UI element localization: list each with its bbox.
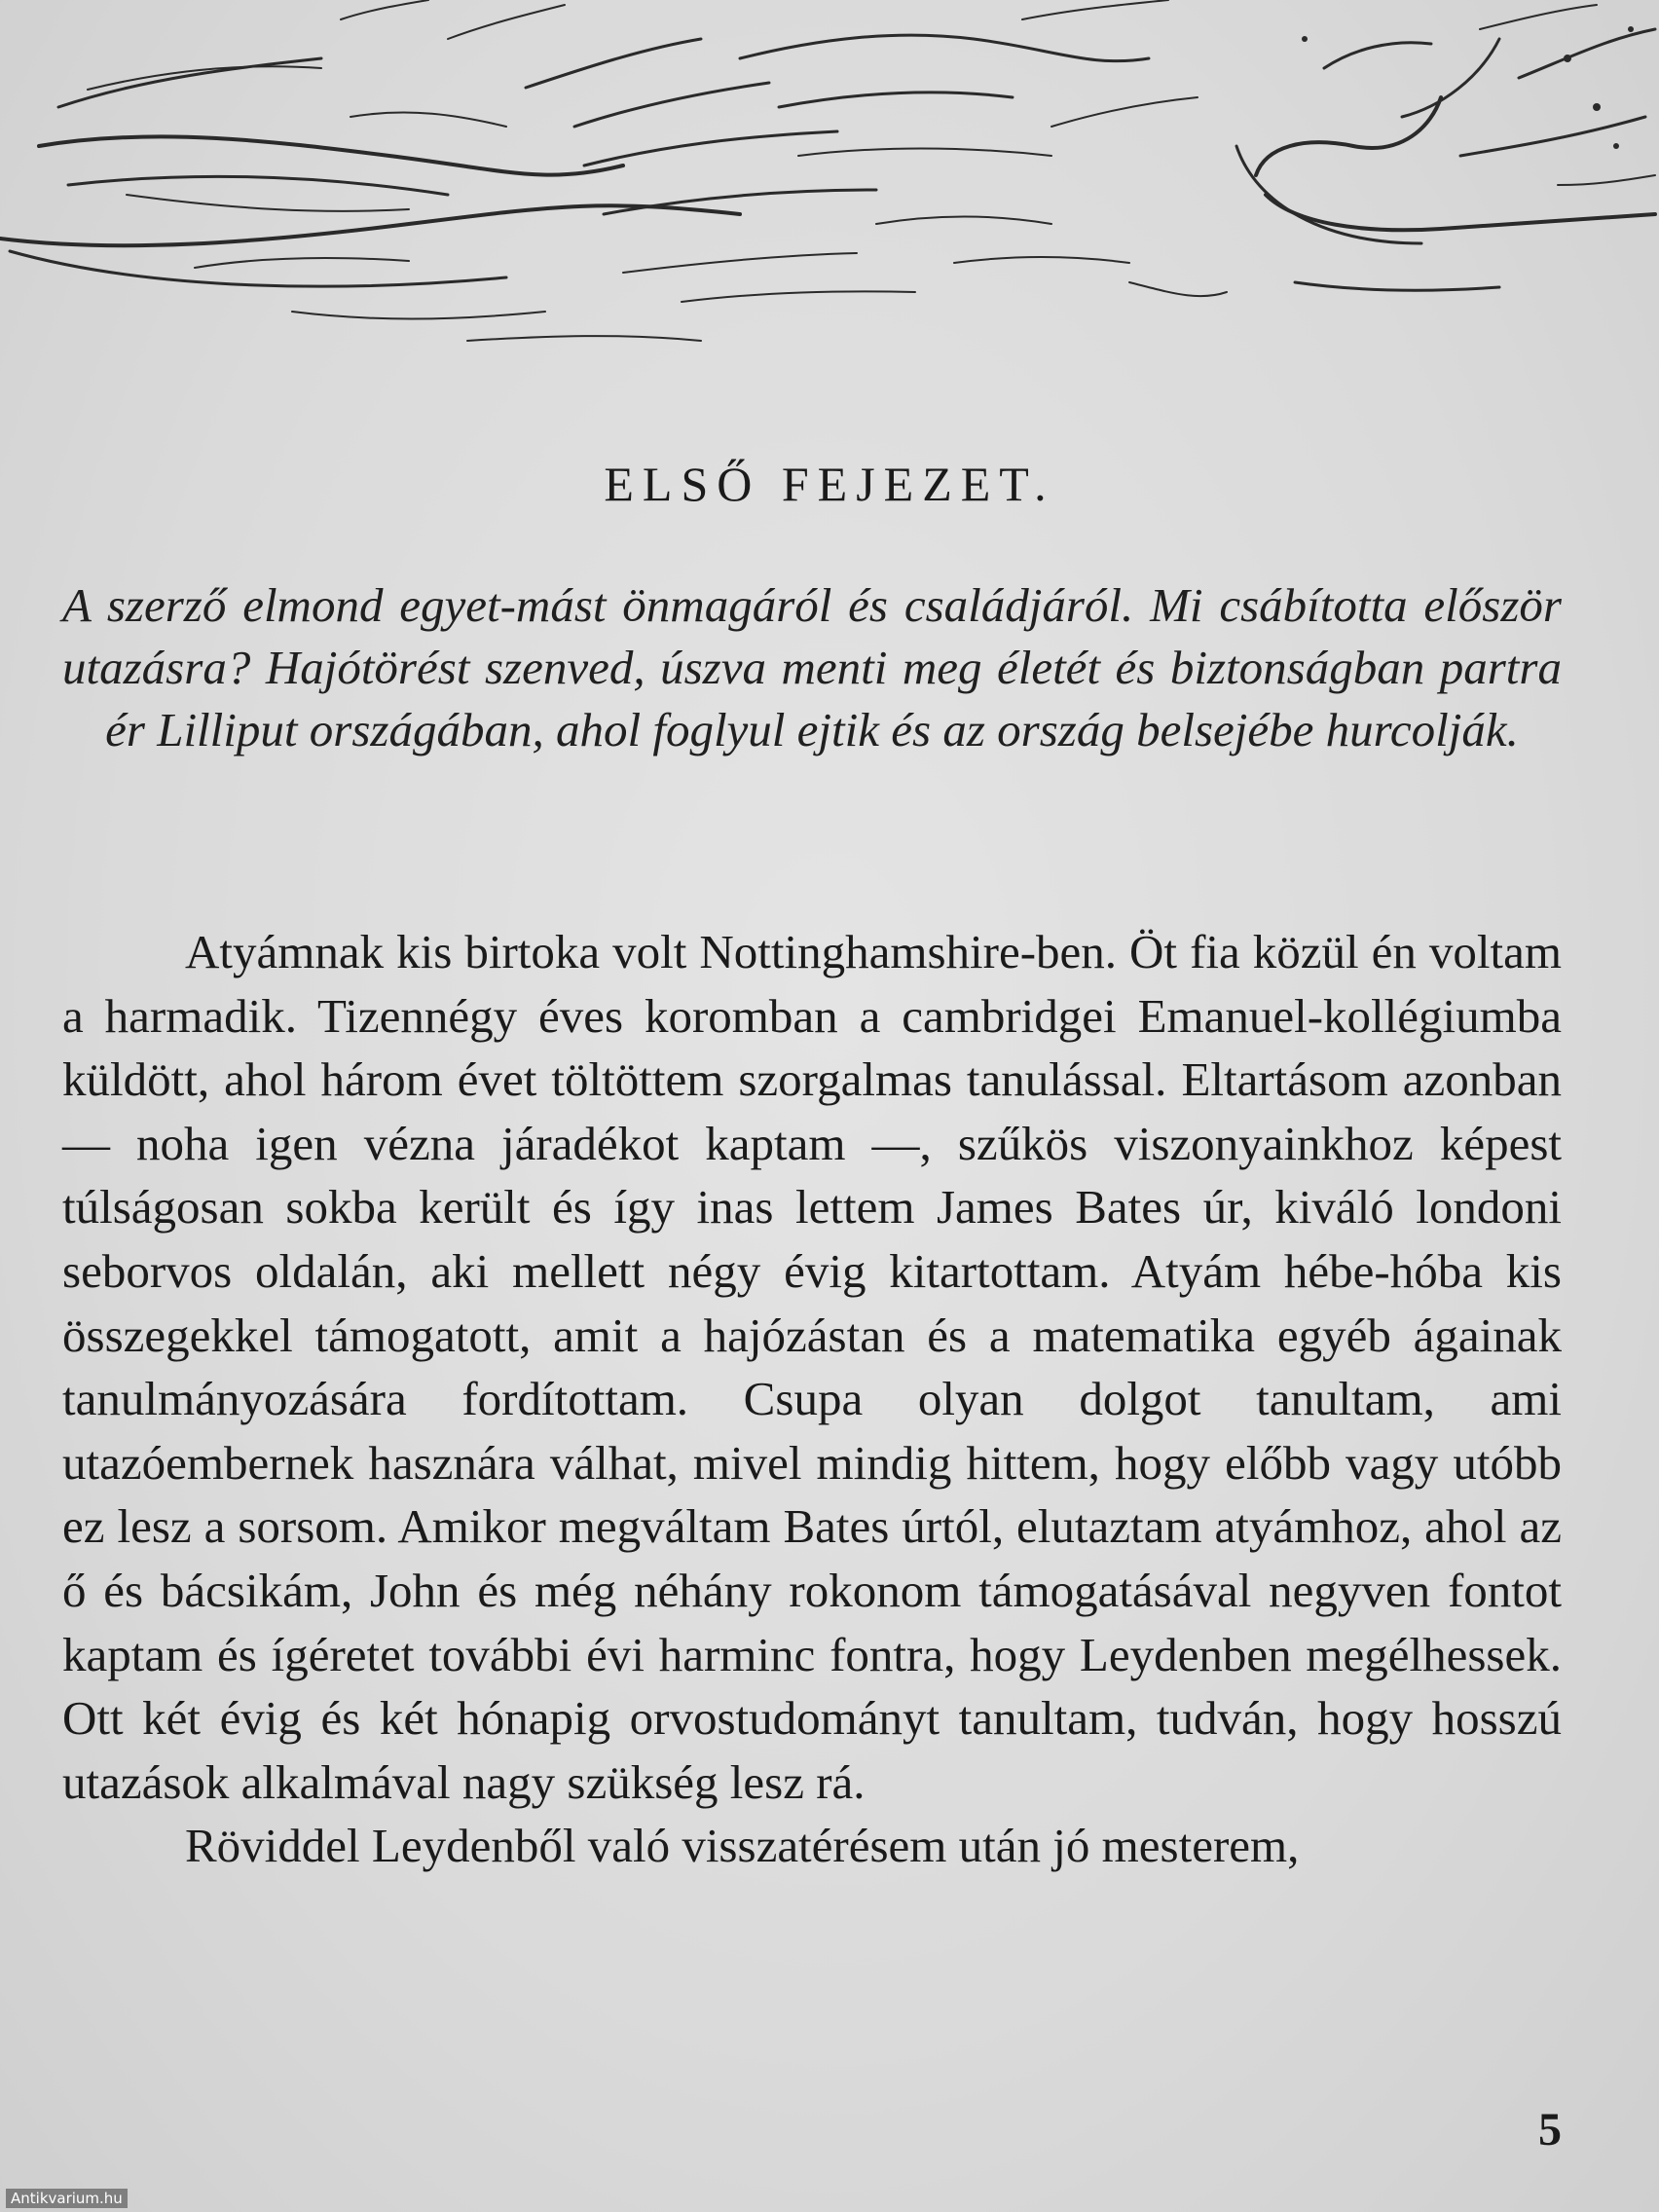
wave-ornament-illustration: [0, 0, 1659, 370]
chapter-title: ELSŐ FEJEZET.: [604, 457, 1055, 511]
paragraph: Atyámnak kis birtoka volt Nottinghamshire-ben. Öt fia közül én voltam a harmadik. Tizennégy éves koromban a cambridgei Emanuel-kollégiumba küldött, ahol három évet töltöttem szorgalmas tanulással. Eltartásom azonban — noha igen vézna járadékot kaptam —, szűkös viszonyainkhoz képest túlságosan sokba került és így inas lettem James Bates úr, kiváló londoni seborvos oldalán, aki mellett négy évig kitartottam. Atyám hébe-hóba kis összegekkel támogatott, amit a hajózástan és a matematika egyéb ágainak tanulmányozására fordítottam. Csupa olyan dolgot tanultam, ami utazóembernek hasznára válhat, mivel mindig hittem, hogy előbb vagy utóbb ez lesz a sorsom. Amikor megváltam Bates úrtól, elutaztam atyámhoz, ahol az ő és bácsikám, John és még néhány rokonom támogatásával negyven fontot kaptam és ígéretet további évi harminc fontra, hogy Leydenben megélhessek. Ott két évig és két hónapig orvostudományt tanultam, tudván, hogy hosszú utazások alkalmával nagy szükség lesz rá.: [62, 925, 1562, 1809]
paragraph: Röviddel Leydenből való visszatérésem után jó mesterem,: [185, 1819, 1300, 1873]
watermark-label: Antikvarium.hu: [6, 2189, 128, 2208]
body-text: [62, 920, 1562, 1878]
page-number: 5: [1538, 2104, 1562, 2156]
chapter-summary: A szerző elmond egyet-mást önmagáról és családjáról. Mi csábította először utazásra? Hajótörést szenved, úszva menti meg életét és biztonságban partra ér Lilliput országában, ahol foglyul ejtik és az ország belsejébe hurcolják.: [62, 578, 1562, 756]
